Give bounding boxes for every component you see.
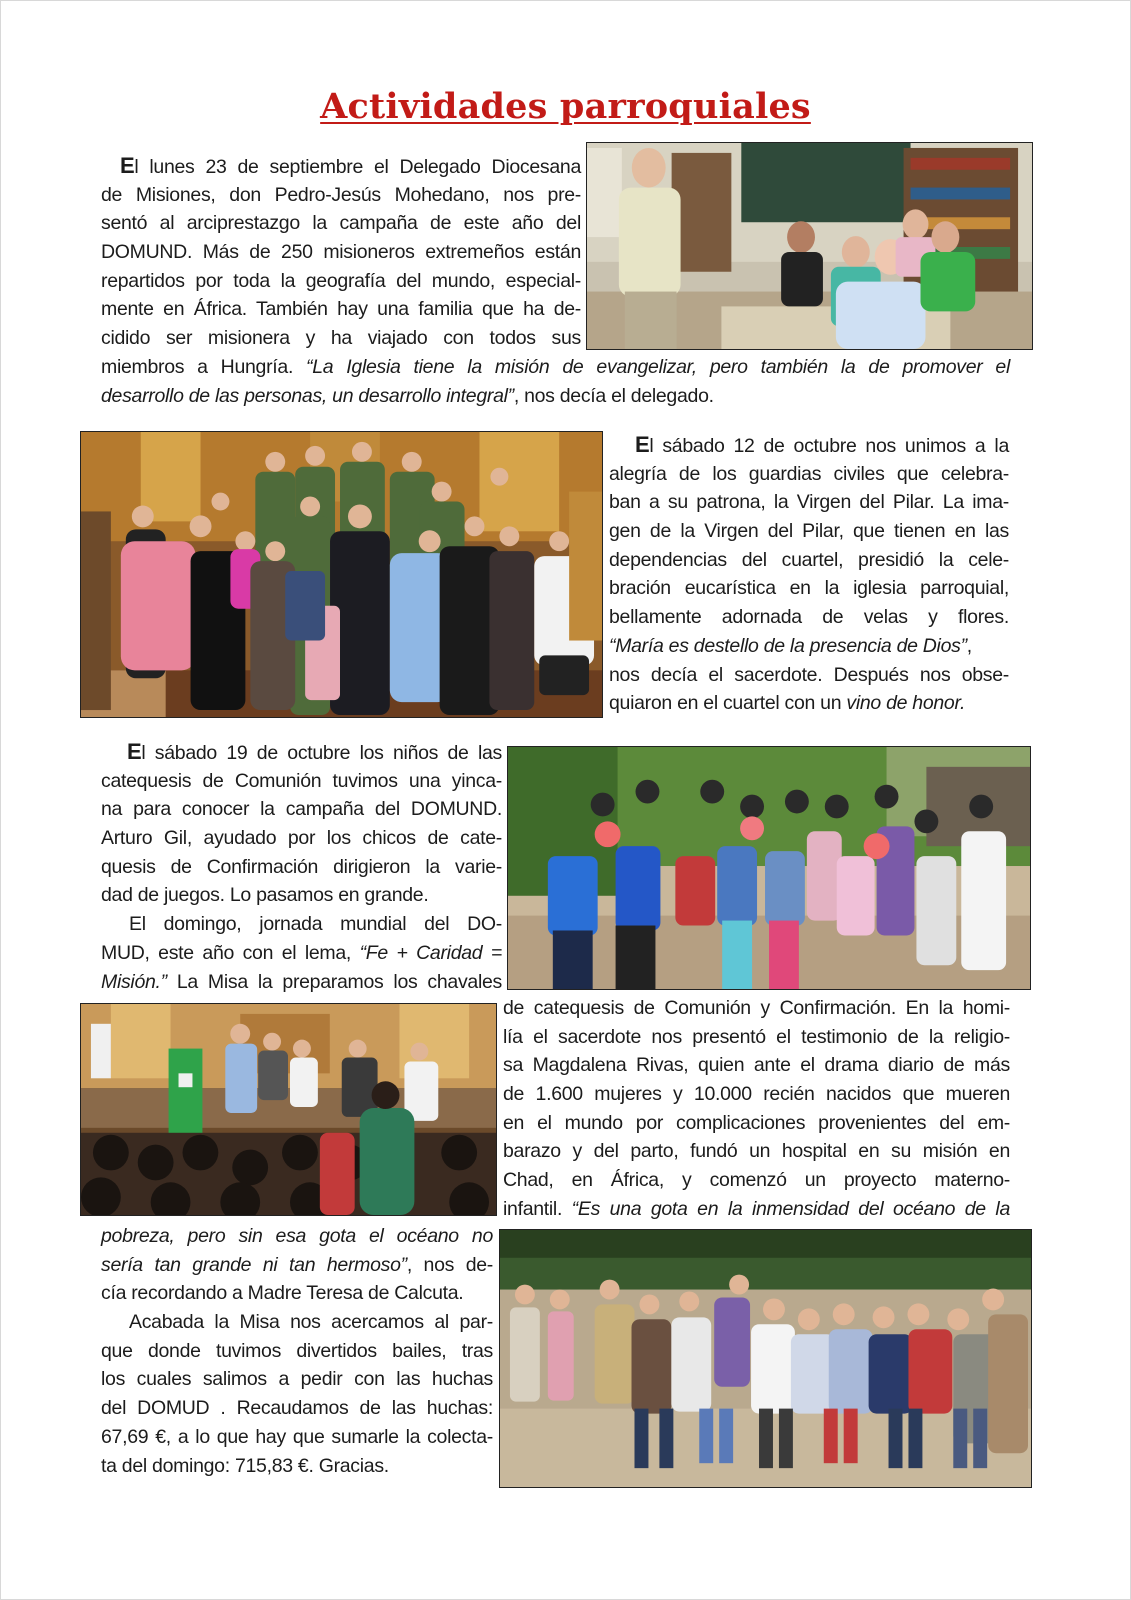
drop-cap: E	[127, 739, 142, 764]
paragraph-domund-delegate-cont: miembros a Hungría. “La Iglesia tiene la misión de evangelizar, pero también la de promover el desarrollo de las personas, un desarrollo integral”, nos decía el delegado.	[101, 356, 1010, 407]
photo-guardia-civil-group	[80, 431, 603, 718]
drop-cap: E	[635, 432, 650, 457]
paragraph-yincana: El sábado 19 de octubre los niños de las catequesis de Comunión tuvimos una yinca- na para conocer la campaña del DOMUND. Arturo Gil, ayudado por los chicos de cate- quesis de Confirmación dirigieron la varie- dad de juegos. Lo pasamos en grande. El domingo, jornada mundial del DO- MUD, este año con el lema, “Fe + Caridad = Misión.” La Misa la preparamos los chavales	[101, 739, 502, 993]
photo-meeting-classroom	[586, 142, 1033, 350]
photo-yincana-balloons	[507, 746, 1031, 990]
paragraph-domund-mass: de catequesis de Comunión y Confirmación. En la homi- lía el sacerdote nos presentó el testimonio de la religio- sa Magdalena Rivas, quien ante el drama diario de más de 1.600 mujeres y 10.000 recién nacidos que mueren en el mundo por complicaciones provenientes del em- barazo y del parto, fundó un hospital en su misión en Chad, en África, y comenzó un proyecto materno- infantil. “Es una gota en la inmensidad del océano de la	[503, 997, 1010, 1220]
drop-cap: E	[120, 153, 135, 178]
photo-park-dance	[499, 1229, 1032, 1488]
paragraph-domund-delegate: El lunes 23 de septiembre el Delegado Diocesana de Misiones, don Pedro-Jesús Mohedano, nos pre- sentó al arciprestazgo la campaña de este año del DOMUND. Más de 250 misioneros extremeños están repartidos por toda la geografía del mundo, especial- mente en África. También hay una familia que ha de- cidido ser misionera y ha viajado con todos sus	[101, 153, 581, 350]
paragraph-guardia-civil: El sábado 12 de octubre nos unimos a la alegría de los guardias civiles que celebra- ban a su patrona, la Virgen del Pilar. La ima- gen de la Virgen del Pilar, que tienen en las dependencias del cuartel, presidió la cele- bración eucarística en la iglesia parroquial, bellamente adornada de velas y flores. “María es destello de la presencia de Dios”, nos decía el sacerdote. Después nos obse- quiaron en el cuartel con un vino de honor.	[609, 432, 1009, 715]
paragraph-teresa-quote: pobreza, pero sin esa gota el océano no sería tan grande ni tan hermoso”, nos de- cía recordando a Madre Teresa de Calcuta. Acabada la Misa nos acercamos al par- que donde tuvimos divertidos bailes, tras los cuales salimos a pedir con las huchas del DOMUD . Recaudamos de las huchas: 67,69 €, a lo que hay que sumarle la colecta- ta del domingo: 715,83 €. Gracias.	[101, 1225, 493, 1477]
photo-domund-mass	[80, 1003, 497, 1216]
page-title: Actividades parroquiales	[320, 86, 811, 127]
